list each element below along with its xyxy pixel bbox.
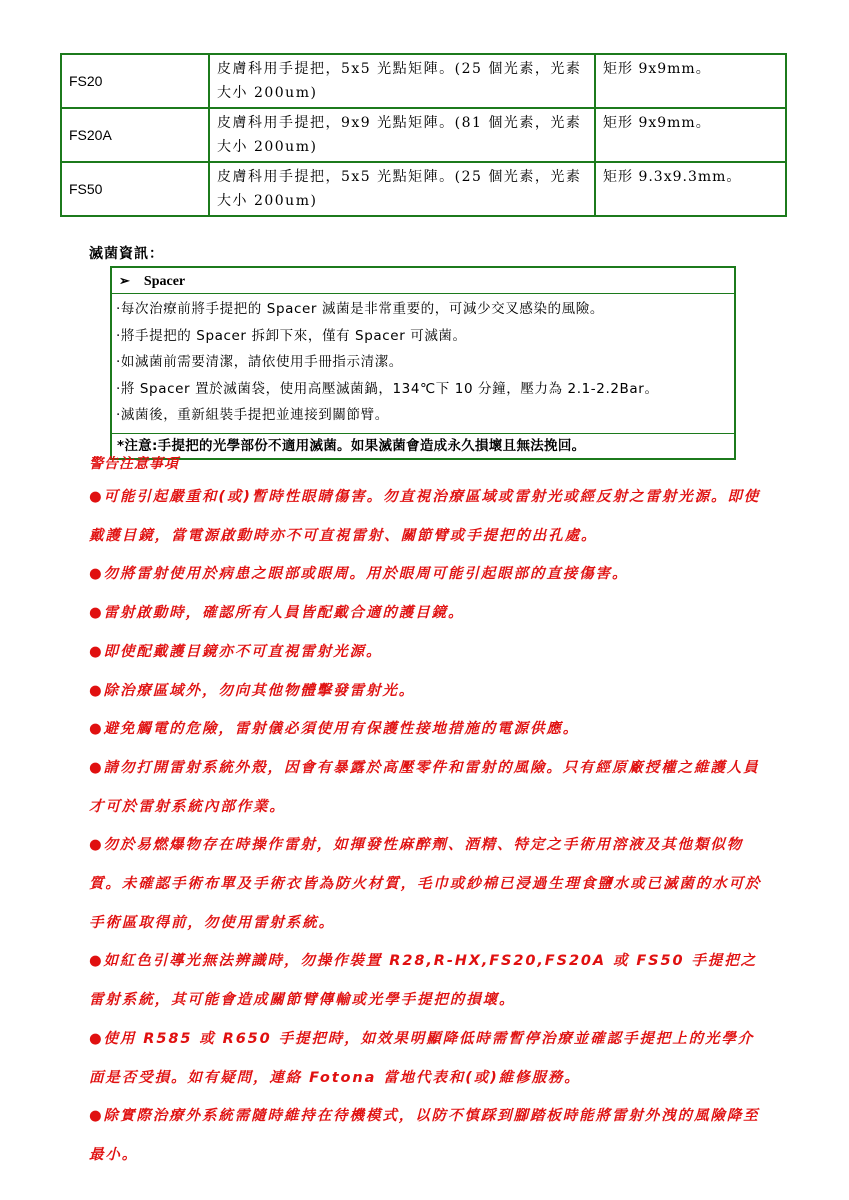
description-cell: 皮膚科用手提把，9x9 光點矩陣。(81 個光素，光素大小 200um) — [209, 108, 595, 162]
sterilization-step: ·滅菌後，重新組裝手提把並連接到關節臂。 — [116, 407, 389, 423]
table-row — [61, 108, 786, 162]
sterilization-note: *注意:手提把的光學部份不適用滅菌。如果滅菌會造成永久損壞且無法挽回。 — [117, 437, 586, 454]
sterilization-box — [110, 266, 736, 460]
sterilization-step: ·將 Spacer 置於滅菌袋，使用高壓滅菌鍋，134℃下 10 分鐘，壓力為 2.1-2.2Bar。 — [116, 380, 659, 397]
warning-item: ●請勿打開雷射系統外殼，因會有暴露於高壓零件和雷射的風險。只有經原廠授權之維護人員才可於雷射系統內部作業。 — [89, 759, 760, 815]
sterilization-step: ·如滅菌前需要清潔，請依使用手冊指示清潔。 — [116, 354, 403, 370]
warnings-title: 警告注意事項 — [89, 456, 179, 472]
table-row — [61, 54, 786, 108]
product-table — [60, 53, 787, 217]
warning-item: ●可能引起嚴重和(或)暫時性眼睛傷害。勿直視治療區域或雷射光或經反射之雷射光源。即使戴護目鏡，當電源啟動時亦不可直視雷射、關節臂或手提把的出孔處。 — [89, 489, 761, 544]
sterilization-heading: 滅菌資訊： — [89, 246, 164, 262]
description-cell: 皮膚科用手提把，5x5 光點矩陣。(25 個光素，光素大小 200um) — [209, 162, 595, 216]
arrow-bullet-icon: ➢ — [119, 273, 130, 288]
warning-item: ●如紅色引導光無法辨識時，勿操作裝置 R28,R-HX,FS20,FS20A 或 FS50 手提把之雷射系統，其可能會造成關節臂傳輸或光學手提把的損壞。 — [89, 953, 758, 1009]
model-cell: FS20A — [61, 108, 209, 162]
warnings-list — [89, 478, 769, 1175]
spot-size-cell: 矩形 9x9mm。 — [595, 108, 786, 162]
spacer-header — [112, 268, 734, 294]
warning-item: ●勿於易燃爆物存在時操作雷射，如揮發性麻醉劑、酒精、特定之手術用溶液及其他類似物質。未確認手術布單及手術衣皆為防火材質，毛巾或紗棉已浸過生理食鹽水或已滅菌的水可於手術區取得前，勿使用雷射系統。 — [89, 837, 762, 931]
table-row — [61, 162, 786, 216]
sterilization-step: ·將手提把的 Spacer 拆卸下來，僅有 Spacer 可滅菌。 — [116, 327, 467, 344]
warning-item: ●雷射啟動時，確認所有人員皆配戴合適的護目鏡。 — [89, 605, 465, 622]
spot-size-cell: 矩形 9x9mm。 — [595, 54, 786, 108]
warning-item: ●避免觸電的危險，雷射儀必須使用有保護性接地措施的電源供應。 — [89, 721, 580, 738]
spacer-title: Spacer — [143, 274, 186, 289]
sterilization-step: ·每次治療前將手提把的 Spacer 滅菌是非常重要的，可減少交叉感染的風險。 — [116, 301, 604, 317]
sterilization-steps — [112, 294, 734, 434]
warning-item: ●使用 R585 或 R650 手提把時，如效果明顯降低時需暫停治療並確認手提把上的光學介面是否受損。如有疑問，連絡 Fotona 當地代表和(或)維修服務。 — [89, 1030, 755, 1086]
warning-item: ●即使配戴護目鏡亦不可直視雷射光源。 — [89, 643, 383, 660]
warning-item: ●除實際治療外系統需隨時維持在待機模式，以防不慎踩到腳踏板時能將雷射外洩的風險降至最小。 — [89, 1108, 760, 1163]
warning-item: ●除治療區域外，勿向其他物體擊發雷射光。 — [89, 682, 416, 699]
model-cell: FS20 — [61, 54, 209, 108]
description-cell: 皮膚科用手提把，5x5 光點矩陣。(25 個光素，光素大小 200um) — [209, 54, 595, 108]
model-cell: FS50 — [61, 162, 209, 216]
spot-size-cell: 矩形 9.3x9.3mm。 — [595, 162, 786, 216]
warning-item: ●勿將雷射使用於病患之眼部或眼周。用於眼周可能引起眼部的直接傷害。 — [89, 566, 629, 583]
